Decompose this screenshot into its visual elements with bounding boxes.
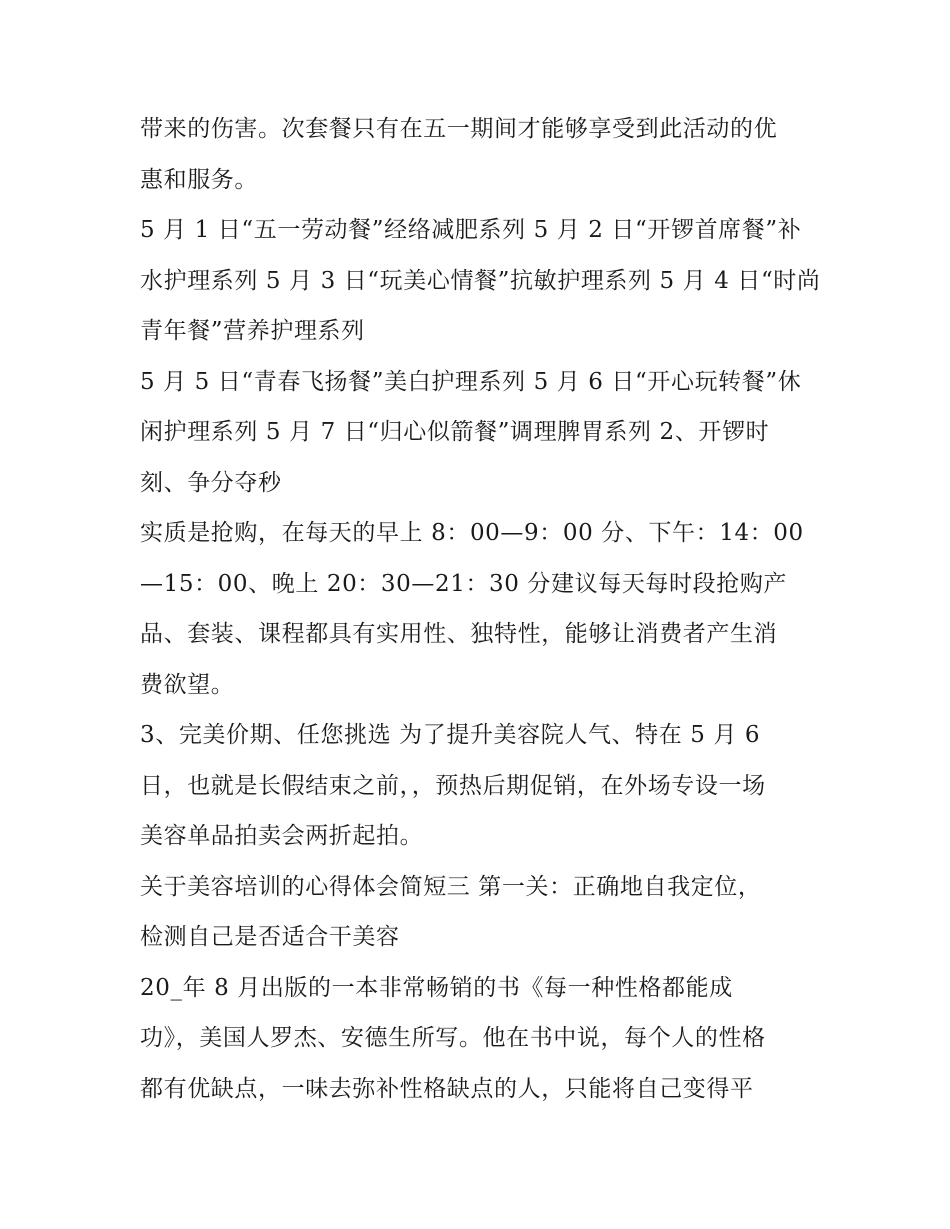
text-line: 5 月 5 日“青春飞扬餐”美白护理系列 5 月 6 日“开心玩转餐”休	[140, 368, 802, 395]
document-body	[140, 104, 820, 1114]
text-line: 美容单品拍卖会两折起拍。	[140, 823, 424, 849]
text-line: 带来的伤害。次套餐只有在五一期间才能够享受到此活动的优	[140, 116, 778, 142]
text-line: 费欲望。	[140, 671, 235, 698]
text-line: 检测自己是否适合干美容	[140, 924, 400, 950]
text-line: 3、完美价期、任您挑选 为了提升美容院人气、特在 5 月 6	[140, 722, 761, 748]
text-line: 刻、争分夺秒	[140, 469, 282, 496]
text-line: 关于美容培训的心得体会简短三 第一关：正确地自我定位，	[140, 873, 762, 900]
text-line: 20_年 8 月出版的一本非常畅销的书《每一种性格都能成	[140, 974, 733, 1001]
text-line: 实质是抢购，在每天的早上 8：00—9：00 分、下午：14：00	[140, 520, 804, 546]
text-line: 品、套装、课程都具有实用性、独特性，能够让消费者产生消	[140, 621, 778, 647]
text-line: 日，也就是长假结束之前，，预热后期促销，在外场专设一场	[140, 772, 766, 799]
text-line: 水护理系列 5 月 3 日“玩美心情餐”抗敏护理系列 5 月 4 日“时尚	[140, 267, 820, 294]
text-line: 闲护理系列 5 月 7 日“归心似箭餐”调理脾胃系列 2、开锣时	[140, 419, 770, 445]
text-line: 青年餐”营养护理系列	[140, 318, 365, 344]
text-line: 都有优缺点，一味去弥补性格缺点的人，只能将自己变得平	[140, 1075, 754, 1102]
text-line: 5 月 1 日“五一劳动餐”经络减肥系列 5 月 2 日“开锣首席餐”补	[140, 217, 802, 243]
text-line: —15：00、晚上 20：30—21：30 分建议每天每时段抢购产	[140, 570, 788, 597]
text-line: 功》，美国人罗杰、安德生所写。他在书中说，每个人的性格	[140, 1025, 766, 1051]
text-line: 惠和服务。	[140, 166, 258, 193]
